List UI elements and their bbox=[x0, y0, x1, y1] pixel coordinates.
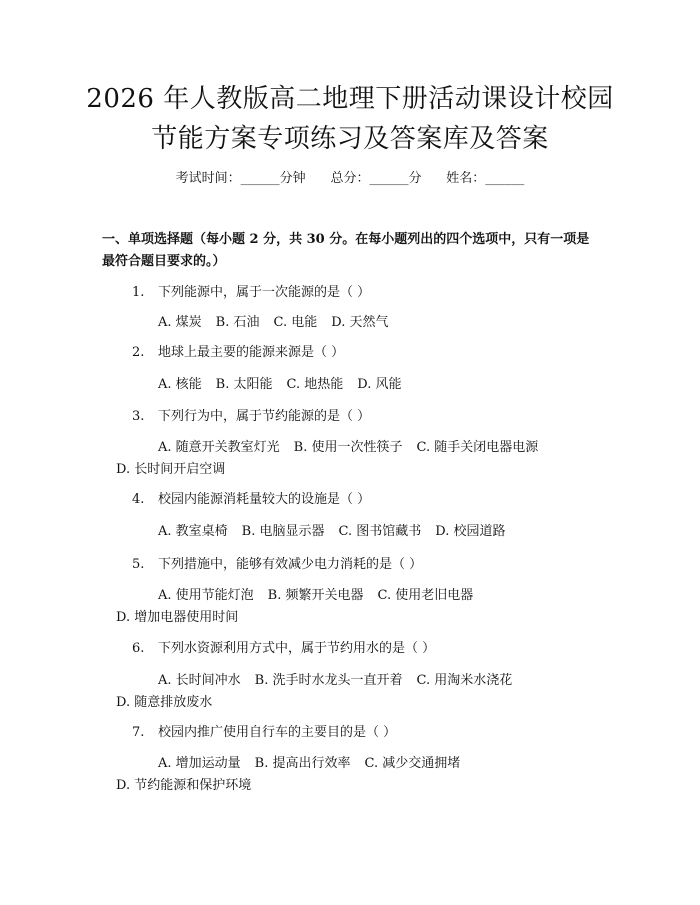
question-3 bbox=[132, 407, 602, 427]
exam-time: 考试时间：______分钟 bbox=[175, 171, 306, 186]
document-title-line1: 2026 年人教版高二地理下册活动课设计校园 bbox=[86, 84, 614, 114]
option-d: D. 天然气 bbox=[331, 315, 389, 330]
question-7-options bbox=[102, 753, 600, 797]
option-c: C. 使用老旧电器 bbox=[377, 588, 474, 603]
option-b: B. 提高出行效率 bbox=[254, 756, 351, 771]
exam-info bbox=[60, 170, 640, 188]
exam-name: 姓名：______ bbox=[446, 171, 525, 186]
question-2 bbox=[132, 343, 602, 363]
question-text: 校园内能源消耗量较大的设施是（ ） bbox=[158, 492, 371, 507]
question-text: 下列水资源利用方式中，属于节约用水的是（ ） bbox=[158, 641, 436, 656]
question-3-options bbox=[102, 437, 600, 481]
option-d: D. 随意排放废水 bbox=[116, 695, 213, 710]
option-c: C. 用淘米水浇花 bbox=[416, 673, 513, 688]
option-d: D. 风能 bbox=[357, 377, 402, 392]
question-6 bbox=[132, 639, 602, 659]
question-text: 校园内推广使用自行车的主要目的是（ ） bbox=[158, 725, 397, 740]
document-title-line2: 节能方案专项练习及答案库及答案 bbox=[151, 124, 549, 154]
option-c: C. 地热能 bbox=[286, 377, 344, 392]
option-d: D. 增加电器使用时间 bbox=[116, 610, 239, 625]
question-number: 6. bbox=[132, 641, 145, 656]
option-a: A. 使用节能灯泡 bbox=[158, 588, 254, 603]
option-a: A. 增加运动量 bbox=[158, 756, 241, 771]
option-d: D. 节约能源和保护环境 bbox=[116, 778, 252, 793]
option-b: B. 电脑显示器 bbox=[241, 524, 325, 539]
question-number: 5. bbox=[132, 557, 145, 572]
question-5-options bbox=[102, 585, 600, 629]
question-5 bbox=[132, 555, 602, 575]
option-d: D. 长时间开启空调 bbox=[116, 462, 226, 477]
option-b: B. 石油 bbox=[215, 315, 260, 330]
question-4-options bbox=[102, 521, 600, 543]
exam-score: 总分：______分 bbox=[330, 171, 422, 186]
option-c: C. 减少交通拥堵 bbox=[364, 756, 461, 771]
question-2-options bbox=[102, 374, 600, 396]
question-text: 地球上最主要的能源来源是（ ） bbox=[158, 345, 345, 360]
option-a: A. 煤炭 bbox=[158, 315, 202, 330]
question-7 bbox=[132, 723, 602, 743]
question-number: 3. bbox=[132, 409, 145, 424]
option-b: B. 太阳能 bbox=[215, 377, 273, 392]
option-c: C. 随手关闭电器电源 bbox=[416, 440, 539, 455]
question-6-options bbox=[102, 670, 600, 714]
option-b: B. 洗手时水龙头一直开着 bbox=[254, 673, 403, 688]
option-a: A. 核能 bbox=[158, 377, 202, 392]
option-d: D. 校园道路 bbox=[435, 524, 506, 539]
question-number: 7. bbox=[132, 725, 145, 740]
question-1 bbox=[132, 283, 602, 303]
option-c: C. 电能 bbox=[273, 315, 318, 330]
question-4 bbox=[132, 490, 602, 510]
option-a: A. 随意开关教室灯光 bbox=[158, 440, 280, 455]
section-heading: 一、单项选择题（每小题 2 分，共 30 分。在每小题列出的四个选项中，只有一项是最符合题目要求的。） bbox=[102, 232, 590, 269]
option-b: B. 使用一次性筷子 bbox=[293, 440, 403, 455]
question-text: 下列措施中，能够有效减少电力消耗的是（ ） bbox=[158, 557, 423, 572]
option-a: A. 长时间冲水 bbox=[158, 673, 241, 688]
option-c: C. 图书馆藏书 bbox=[338, 524, 422, 539]
question-number: 1. bbox=[132, 285, 145, 300]
question-number: 2. bbox=[132, 345, 145, 360]
option-a: A. 教室桌椅 bbox=[158, 524, 228, 539]
question-text: 下列行为中，属于节约能源的是（ ） bbox=[158, 409, 371, 424]
question-text: 下列能源中，属于一次能源的是（ ） bbox=[158, 285, 371, 300]
question-number: 4. bbox=[132, 492, 145, 507]
question-1-options bbox=[102, 312, 600, 334]
option-b: B. 频繁开关电器 bbox=[267, 588, 364, 603]
